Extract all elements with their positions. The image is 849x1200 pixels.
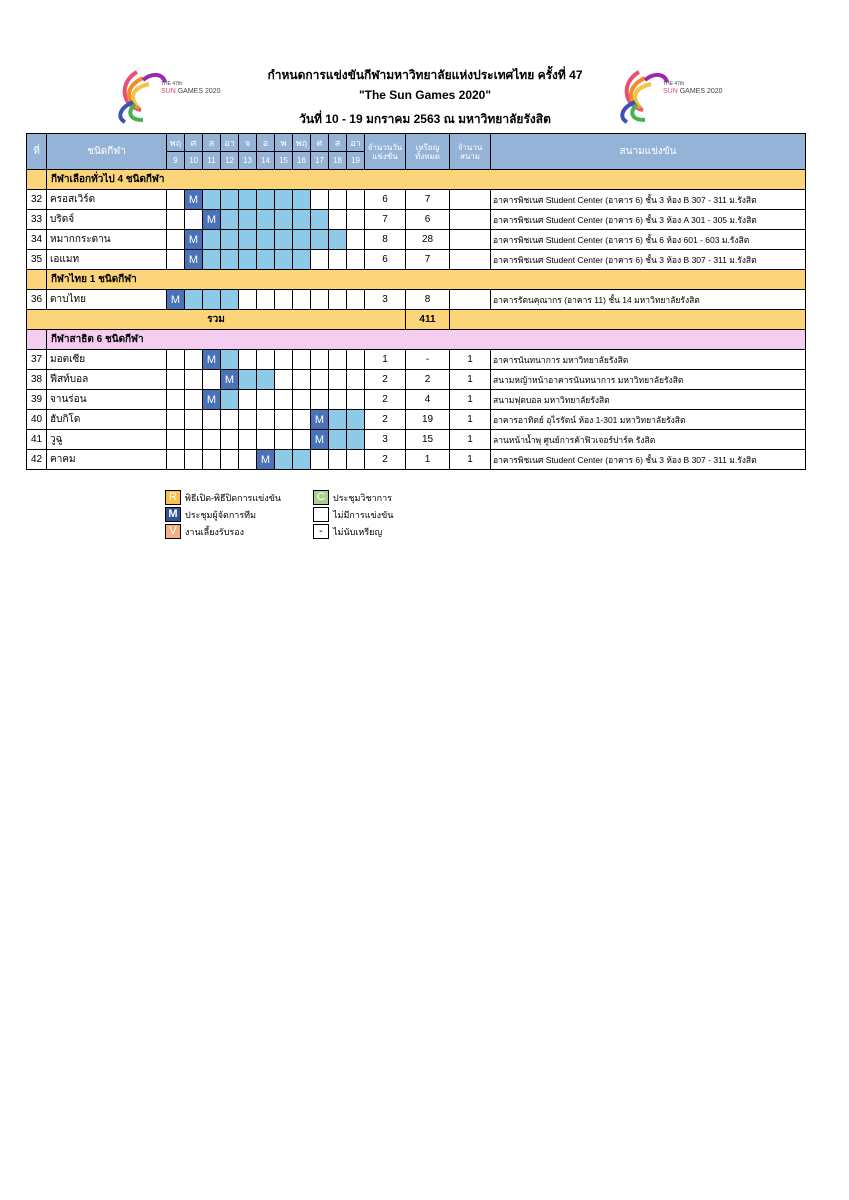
day-cell-empty (293, 290, 311, 310)
day-cell-empty (185, 350, 203, 370)
manager-meeting-marker: M (165, 507, 181, 522)
days-count: 1 (365, 350, 406, 370)
days-count: 2 (365, 370, 406, 390)
medal-count: - (406, 350, 450, 370)
day-cell-competition (311, 210, 329, 230)
sport-name: วูฉู (47, 430, 167, 450)
sport-row (27, 210, 806, 230)
day-cell-empty (311, 370, 329, 390)
day-cell-empty (347, 350, 365, 370)
day-cell-competition (275, 230, 293, 250)
day-cell-empty (311, 350, 329, 370)
date-header: 10 (185, 152, 203, 170)
day-cell-empty (275, 410, 293, 430)
venue-name: อาคารอาทิตย์ อุไรรัตน์ ห้อง 1-301 มหาวิทยาลัยรังสิต (491, 410, 806, 430)
day-cell-empty (329, 450, 347, 470)
day-cell-manager-meeting: M (185, 190, 203, 210)
sport-row (27, 390, 806, 410)
day-cell-empty (311, 390, 329, 410)
day-cell-empty (257, 350, 275, 370)
day-cell-empty (329, 290, 347, 310)
day-cell-empty (185, 370, 203, 390)
days-count: 2 (365, 450, 406, 470)
sport-row (27, 230, 806, 250)
day-cell-empty (257, 390, 275, 410)
medal-count: 4 (406, 390, 450, 410)
academic-marker: C (313, 490, 329, 505)
logo-small-text: THE 47th (161, 81, 183, 87)
row-number: 41 (27, 430, 47, 450)
day-cell-competition (239, 370, 257, 390)
days-count: 2 (365, 410, 406, 430)
day-cell-empty (239, 390, 257, 410)
venue-name: อาคารพิชเนศ Student Center (อาคาร 6) ชั้น 3 ห้อง B 307 - 311 ม.รังสิต (491, 250, 806, 270)
day-cell-competition (221, 350, 239, 370)
day-cell-competition (293, 450, 311, 470)
medal-count: 6 (406, 210, 450, 230)
row-number: 34 (27, 230, 47, 250)
logo-games-text: GAMES 2020 (679, 88, 723, 95)
table-header (27, 134, 806, 170)
venue-name: อาคารพิชเนศ Student Center (อาคาร 6) ชั้น 3 ห้อง B 307 - 311 ม.รังสิต (491, 450, 806, 470)
day-cell-empty (167, 450, 185, 470)
day-cell-competition (275, 210, 293, 230)
total-row (27, 310, 806, 330)
day-cell-empty (239, 430, 257, 450)
day-cell-empty (329, 390, 347, 410)
day-cell-empty (185, 210, 203, 230)
venue-name: ลานหน้าน้ำพุ ศูนย์การค้าฟิวเจอร์ปาร์ค รังสิต (491, 430, 806, 450)
day-cell-empty (347, 390, 365, 410)
legend-label: งานเลี้ยงรับรอง (185, 527, 245, 537)
day-cell-competition (257, 210, 275, 230)
weekday-header: พฤ (167, 134, 185, 152)
row-number: 33 (27, 210, 47, 230)
weekday-header: อา (221, 134, 239, 152)
col-days-count: จำนวนวันแข่งขัน (365, 134, 406, 170)
day-cell-competition (293, 250, 311, 270)
day-cell-empty (329, 210, 347, 230)
row-number: 38 (27, 370, 47, 390)
sport-name: ฮับกิโด (47, 410, 167, 430)
day-cell-manager-meeting: M (311, 410, 329, 430)
day-cell-empty (329, 350, 347, 370)
day-cell-competition (311, 230, 329, 250)
day-cell-competition (293, 210, 311, 230)
day-cell-empty (203, 370, 221, 390)
day-cell-competition (347, 430, 365, 450)
col-fields: จำนวนสนาม (450, 134, 491, 170)
day-cell-empty (221, 430, 239, 450)
total-spacer (450, 310, 806, 330)
day-cell-empty (311, 450, 329, 470)
row-number: 36 (27, 290, 47, 310)
row-number: 40 (27, 410, 47, 430)
sport-name: บริดจ์ (47, 210, 167, 230)
days-count: 6 (365, 190, 406, 210)
day-cell-empty (293, 410, 311, 430)
weekday-header: ส (329, 134, 347, 152)
date-header: 11 (203, 152, 221, 170)
days-count: 7 (365, 210, 406, 230)
field-count (450, 190, 491, 210)
row-number: 32 (27, 190, 47, 210)
field-count (450, 250, 491, 270)
day-cell-empty (347, 210, 365, 230)
day-cell-empty (275, 370, 293, 390)
medal-count: 7 (406, 190, 450, 210)
field-count (450, 230, 491, 250)
logo-small-text: THE 47th (663, 81, 685, 87)
day-cell-empty (347, 250, 365, 270)
legend-label: ไม่นับเหรียญ (333, 527, 383, 537)
day-cell-empty (347, 290, 365, 310)
day-cell-empty (293, 390, 311, 410)
sun-games-logo-left (113, 62, 221, 124)
day-cell-competition (221, 250, 239, 270)
day-cell-manager-meeting: M (185, 230, 203, 250)
days-count: 8 (365, 230, 406, 250)
date-header: 12 (221, 152, 239, 170)
row-number: 37 (27, 350, 47, 370)
day-cell-empty (329, 250, 347, 270)
sport-row (27, 250, 806, 270)
category-title: กีฬาสาธิต 6 ชนิดกีฬา (47, 330, 806, 350)
day-cell-competition (257, 190, 275, 210)
row-number: 39 (27, 390, 47, 410)
day-cell-empty (257, 290, 275, 310)
day-cell-empty (257, 410, 275, 430)
day-cell-empty (239, 290, 257, 310)
day-cell-manager-meeting: M (203, 390, 221, 410)
legend-label: ประชุมผู้จัดการทีม (185, 510, 257, 520)
day-cell-empty (275, 430, 293, 450)
col-venue: สนามแข่งขัน (491, 134, 806, 170)
day-cell-competition (239, 250, 257, 270)
day-cell-empty (185, 450, 203, 470)
day-cell-empty (311, 190, 329, 210)
day-cell-empty (203, 430, 221, 450)
day-cell-competition (239, 210, 257, 230)
weekday-header: พฤ (293, 134, 311, 152)
sport-row (27, 430, 806, 450)
medal-count: 28 (406, 230, 450, 250)
weekday-header: อ (257, 134, 275, 152)
reception-marker: V (165, 524, 181, 539)
day-cell-competition (329, 410, 347, 430)
sport-name: จานร่อน (47, 390, 167, 410)
field-count: 1 (450, 370, 491, 390)
day-cell-competition (185, 290, 203, 310)
date-header: 18 (329, 152, 347, 170)
schedule-table (26, 133, 806, 470)
sport-name: ครอสเวิร์ด (47, 190, 167, 210)
sport-row (27, 410, 806, 430)
field-count: 1 (450, 410, 491, 430)
day-cell-competition (203, 230, 221, 250)
sport-row (27, 350, 806, 370)
col-sport: ชนิดกีฬา (47, 134, 167, 170)
venue-name: อาคารนันทนาการ มหาวิทยาลัยรังสิต (491, 350, 806, 370)
ceremony-marker: R (165, 490, 181, 505)
date-header: 17 (311, 152, 329, 170)
medal-count: 2 (406, 370, 450, 390)
sport-name: ฟีสท์บอล (47, 370, 167, 390)
day-cell-empty (311, 290, 329, 310)
sport-row (27, 190, 806, 210)
sport-name: เอแมท (47, 250, 167, 270)
day-cell-competition (203, 290, 221, 310)
day-cell-empty (221, 410, 239, 430)
event-dates: วันที่ 10 - 19 มกราคม 2563 ณ มหาวิทยาลัยรังสิต (299, 112, 551, 126)
no-competition-marker (313, 507, 329, 522)
venue-name: อาคารรัตนคุณากร (อาคาร 11) ชั้น 14 มหาวิทยาลัยรังสิต (491, 290, 806, 310)
date-header: 19 (347, 152, 365, 170)
days-count: 2 (365, 390, 406, 410)
field-count: 1 (450, 350, 491, 370)
day-cell-manager-meeting: M (203, 350, 221, 370)
day-cell-competition (275, 190, 293, 210)
field-count: 1 (450, 450, 491, 470)
weekday-header: จ (239, 134, 257, 152)
weekday-header: ศ (311, 134, 329, 152)
sport-name: มอตเซีย (47, 350, 167, 370)
day-cell-competition (239, 230, 257, 250)
venue-name: สนามฟุตบอล มหาวิทยาลัยรังสิต (491, 390, 806, 410)
day-cell-empty (293, 370, 311, 390)
day-cell-competition (239, 190, 257, 210)
venue-name: อาคารพิชเนศ Student Center (อาคาร 6) ชั้น 3 ห้อง B 307 - 311 ม.รังสิต (491, 190, 806, 210)
logo-sun-text: SUN (161, 88, 176, 95)
day-cell-manager-meeting: M (167, 290, 185, 310)
day-cell-empty (167, 370, 185, 390)
day-cell-competition (221, 290, 239, 310)
sport-name: ดาบไทย (47, 290, 167, 310)
day-cell-manager-meeting: M (203, 210, 221, 230)
day-cell-competition (275, 250, 293, 270)
venue-name: อาคารพิชเนศ Student Center (อาคาร 6) ชั้น 3 ห้อง A 301 - 305 ม.รังสิต (491, 210, 806, 230)
medal-count: 7 (406, 250, 450, 270)
day-cell-competition (203, 250, 221, 270)
day-cell-competition (221, 390, 239, 410)
category-row (27, 270, 806, 290)
no-medal-marker: - (313, 524, 329, 539)
day-cell-empty (167, 430, 185, 450)
total-label: รวม (27, 310, 406, 330)
day-cell-empty (167, 390, 185, 410)
day-cell-competition (275, 450, 293, 470)
day-cell-empty (329, 190, 347, 210)
day-cell-competition (329, 230, 347, 250)
category-spacer (27, 170, 47, 190)
legend-label: ประชุมวิชาการ (333, 493, 392, 503)
day-cell-empty (239, 350, 257, 370)
date-header: 14 (257, 152, 275, 170)
day-cell-manager-meeting: M (311, 430, 329, 450)
day-cell-empty (239, 410, 257, 430)
days-count: 6 (365, 250, 406, 270)
medal-count: 8 (406, 290, 450, 310)
day-cell-empty (167, 210, 185, 230)
total-medals: 411 (406, 310, 450, 330)
category-row (27, 170, 806, 190)
day-cell-empty (203, 410, 221, 430)
category-title: กีฬาเลือกทั่วไป 4 ชนิดกีฬา (47, 170, 806, 190)
weekday-header: อา (347, 134, 365, 152)
day-cell-empty (293, 350, 311, 370)
day-cell-empty (167, 190, 185, 210)
category-spacer (27, 270, 47, 290)
weekday-header: ศ (185, 134, 203, 152)
day-cell-empty (311, 250, 329, 270)
venue-name: สนามหญ้าหน้าอาคารนันทนาการ มหาวิทยาลัยรังสิต (491, 370, 806, 390)
row-number: 35 (27, 250, 47, 270)
day-cell-empty (347, 450, 365, 470)
medal-count: 15 (406, 430, 450, 450)
day-cell-empty (185, 430, 203, 450)
day-cell-empty (347, 370, 365, 390)
day-cell-manager-meeting: M (185, 250, 203, 270)
day-cell-empty (293, 430, 311, 450)
day-cell-empty (221, 450, 239, 470)
day-cell-competition (257, 370, 275, 390)
legend (165, 490, 465, 546)
sport-name: คาคม (47, 450, 167, 470)
category-spacer (27, 330, 47, 350)
day-cell-competition (221, 210, 239, 230)
day-cell-competition (203, 190, 221, 210)
logo-sun-text: SUN (663, 88, 678, 95)
days-count: 3 (365, 290, 406, 310)
legend-label: ไม่มีการแข่งขัน (333, 510, 394, 520)
weekday-header: ส (203, 134, 221, 152)
col-medals: เหรียญทั้งหมด (406, 134, 450, 170)
day-cell-empty (275, 290, 293, 310)
day-cell-empty (275, 350, 293, 370)
days-count: 3 (365, 430, 406, 450)
sport-row (27, 370, 806, 390)
day-cell-competition (293, 190, 311, 210)
col-no: ที่ (27, 134, 47, 170)
event-name: "The Sun Games 2020" (358, 88, 492, 102)
day-cell-competition (293, 230, 311, 250)
logo-games-text: GAMES 2020 (177, 88, 221, 95)
day-cell-manager-meeting: M (257, 450, 275, 470)
field-count (450, 290, 491, 310)
day-cell-empty (167, 350, 185, 370)
date-header: 9 (167, 152, 185, 170)
sport-row (27, 450, 806, 470)
day-cell-empty (239, 450, 257, 470)
date-header: 15 (275, 152, 293, 170)
category-row (27, 330, 806, 350)
day-cell-competition (221, 190, 239, 210)
field-count: 1 (450, 430, 491, 450)
category-title: กีฬาไทย 1 ชนิดกีฬา (47, 270, 806, 290)
day-cell-empty (185, 410, 203, 430)
venue-name: อาคารพิชเนศ Student Center (อาคาร 6) ชั้น 6 ห้อง 601 - 603 ม.รังสิต (491, 230, 806, 250)
day-cell-empty (167, 410, 185, 430)
day-cell-empty (347, 230, 365, 250)
date-header: 13 (239, 152, 257, 170)
day-cell-competition (257, 250, 275, 270)
day-cell-competition (257, 230, 275, 250)
sport-name: หมากกระดาน (47, 230, 167, 250)
table-body (27, 170, 806, 470)
field-count: 1 (450, 390, 491, 410)
schedule-title: กำหนดการแข่งขันกีฬามหาวิทยาลัยแห่งประเทศไทย ครั้งที่ 47 (267, 68, 583, 82)
day-cell-empty (275, 390, 293, 410)
day-cell-empty (167, 250, 185, 270)
date-header: 16 (293, 152, 311, 170)
day-cell-competition (221, 230, 239, 250)
day-cell-competition (329, 430, 347, 450)
row-number: 42 (27, 450, 47, 470)
day-cell-manager-meeting: M (221, 370, 239, 390)
day-cell-empty (347, 190, 365, 210)
day-cell-empty (329, 370, 347, 390)
medal-count: 1 (406, 450, 450, 470)
medal-count: 19 (406, 410, 450, 430)
sport-row (27, 290, 806, 310)
day-cell-empty (257, 430, 275, 450)
day-cell-competition (347, 410, 365, 430)
day-cell-empty (167, 230, 185, 250)
legend-label: พิธีเปิด-พิธีปิดการแข่งขัน (185, 493, 282, 503)
day-cell-empty (185, 390, 203, 410)
day-cell-empty (203, 450, 221, 470)
weekday-header: พ (275, 134, 293, 152)
field-count (450, 210, 491, 230)
